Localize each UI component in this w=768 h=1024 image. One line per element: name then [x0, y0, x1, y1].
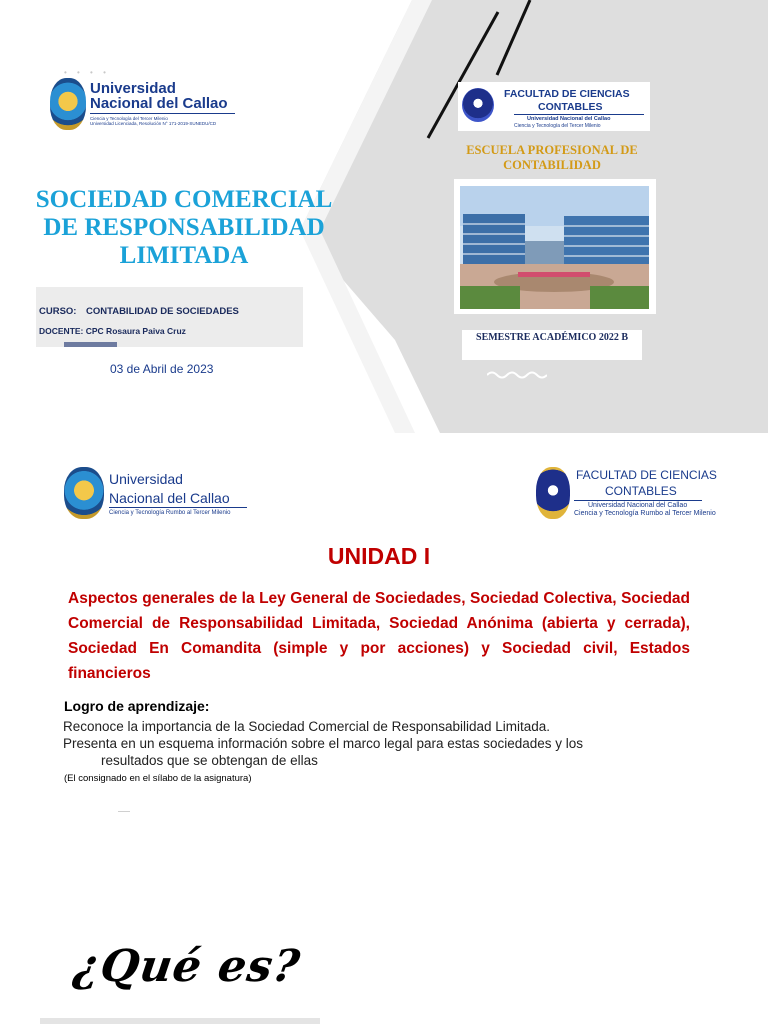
- faculty-name-line2: CONTABLES: [605, 484, 677, 498]
- faculty-name-line1: FACULTAD DE CIENCIAS: [504, 88, 630, 100]
- faculty-name-line2: CONTABLES: [538, 101, 603, 113]
- learning-outcome-line1: Reconoce la importancia de la Sociedad Comercial de Responsabilidad Limitada.: [63, 719, 551, 734]
- faculty-university: Universidad Nacional del Callao: [527, 116, 611, 122]
- unit-topics: Aspectos generales de la Ley General de Sociedades, Sociedad Colectiva, Sociedad Comercial de Responsabilidad Limitada, Sociedad Anónima (abierta y cerrada), Sociedad En Comandita (simple y por acciones) y Sociedad civil, Estados financieros: [68, 590, 690, 682]
- university-motto: Ciencia y Tecnología del Tercer Milenio: [90, 116, 168, 121]
- university-name-line2: Nacional del Callao: [109, 490, 230, 506]
- course-label: CURSO:: [39, 306, 77, 317]
- teacher-name: DOCENTE: CPC Rosaura Paiva Cruz: [39, 326, 186, 336]
- learning-outcome-title: Logro de aprendizaje:: [64, 698, 210, 714]
- question-heading: ¿Qué es?: [70, 941, 304, 992]
- accent-bar: [64, 342, 117, 347]
- unit-title: UNIDAD I: [327, 543, 431, 569]
- logo-divider: [109, 507, 247, 508]
- faculty-logo: [534, 463, 717, 528]
- faculty-motto: Ciencia y Tecnología Rumbo al Tercer Milenio: [574, 510, 716, 517]
- faculty-motto: Ciencia y Tecnología del Tercer Milenio: [514, 123, 601, 129]
- campus-photo: [460, 186, 649, 309]
- squiggle-decoration: [487, 370, 547, 380]
- university-motto: Ciencia y Tecnología Rumbo al Tercer Milenio: [109, 510, 231, 516]
- faculty-name-line1: FACULTAD DE CIENCIAS: [576, 468, 717, 482]
- faculty-university: Universidad Nacional del Callao: [588, 502, 688, 509]
- unit-slide: [0, 433, 768, 1024]
- learning-outcome-text: [63, 718, 693, 769]
- decorative-dots: • • • •: [64, 68, 110, 77]
- university-name-line1: Universidad: [109, 471, 183, 487]
- cover-title: SOCIEDAD COMERCIAL DE RESPONSABILIDAD LIMITADA: [35, 186, 333, 269]
- faculty-seal-icon: [536, 467, 570, 519]
- university-seal-icon: [64, 467, 104, 519]
- syllabus-note: (El consignado en el sílabo de la asignatura): [64, 773, 252, 784]
- faculty-seal-icon: [462, 88, 494, 122]
- small-divider: [118, 811, 130, 812]
- school-name: ESCUELA PROFESIONAL DE CONTABILIDAD: [466, 143, 638, 172]
- bottom-shadow-bar: [40, 1018, 320, 1024]
- university-name-line1: Universidad: [90, 80, 176, 97]
- course-value: CONTABILIDAD DE SOCIEDADES: [86, 306, 239, 317]
- campus-photo-frame: [454, 179, 656, 314]
- university-seal-icon: [50, 78, 86, 130]
- university-name-line2: Nacional del Callao: [90, 95, 228, 112]
- presentation-date: 03 de Abril de 2023: [110, 362, 214, 376]
- cover-slide: [0, 0, 768, 433]
- faculty-divider: [514, 114, 644, 115]
- university-logo: [64, 465, 254, 521]
- university-logo: [50, 78, 250, 134]
- faculty-logo: [458, 82, 650, 131]
- learning-outcome-line2: Presenta en un esquema información sobre el marco legal para estas sociedades y los: [63, 736, 584, 751]
- learning-outcome-line3: resultados que se obtengan de ellas: [101, 753, 318, 768]
- university-license: Universidad Licenciada, Resolución N° 171-2019-SUNEDU/CD: [90, 121, 217, 126]
- logo-divider: [90, 113, 235, 114]
- faculty-divider: [574, 500, 702, 501]
- course-info-box: [36, 287, 303, 347]
- semester-label: SEMESTRE ACADÉMICO 2022 B: [462, 330, 642, 360]
